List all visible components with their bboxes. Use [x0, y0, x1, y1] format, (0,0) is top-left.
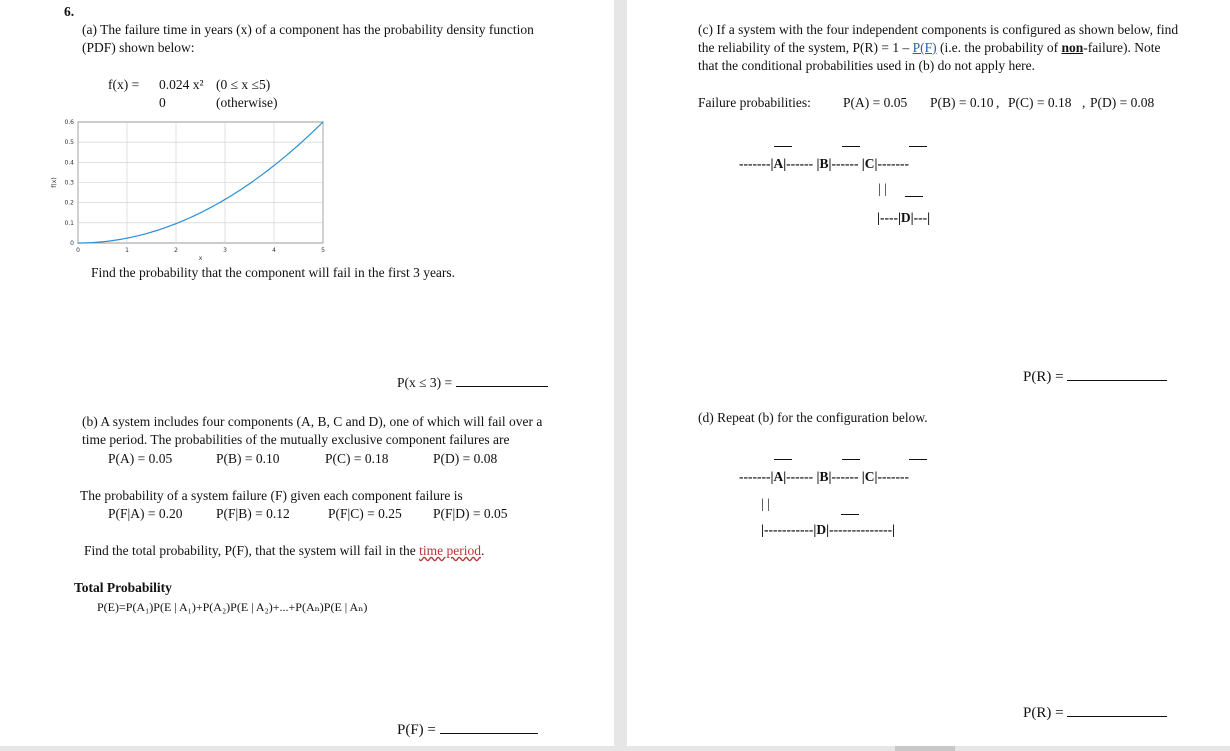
pf-link: P(F) [912, 40, 937, 55]
cond-prob-d: P(F|D) = 0.05 [433, 506, 508, 521]
data-point [77, 242, 78, 243]
x-tick-label: 2 [174, 247, 178, 254]
total-probability-formula: P(E)=P(A₁)P(E | A₁)+P(A₂)P(E | A₂)+...+P(Aₙ)P(E | Aₙ) [97, 600, 368, 614]
x-tick-label: 1 [125, 247, 129, 254]
part-a-text-line2: (PDF) shown below: [82, 40, 195, 55]
answer-b-blank[interactable] [440, 721, 538, 734]
answer-a-blank[interactable] [456, 374, 548, 387]
part-c-text-line3: that the conditional probabilities used in (b) do not apply here. [698, 58, 1036, 73]
non-emphasis: non [1061, 40, 1084, 55]
y-axis-label: f(x) [51, 177, 58, 188]
failure-prob-a: P(A) = 0.05 [843, 95, 908, 110]
x-axis-label: x [198, 255, 203, 262]
data-point [126, 238, 127, 239]
y-tick-label: 0 [70, 240, 74, 247]
bar-a-d [774, 459, 792, 460]
y-tick-label: 0.1 [64, 219, 74, 227]
x-tick-label: 4 [272, 247, 276, 254]
failure-prob-sep1: , [996, 95, 1000, 110]
failure-prob-b: P(B) = 0.10 [930, 95, 994, 110]
cond-prob-b: P(F|B) = 0.12 [216, 506, 290, 521]
prob-b: P(B) = 0.10 [216, 451, 280, 466]
bar-c-d [909, 459, 927, 460]
data-point [175, 223, 176, 224]
diagram-d-row2: | | [761, 496, 770, 511]
prob-a: P(A) = 0.05 [108, 451, 173, 466]
pdf-expression: 0.024 x² [159, 77, 204, 92]
part-c-line2-post: (i.e. the probability of [936, 40, 1062, 55]
x-tick-label: 5 [321, 247, 325, 254]
data-point [151, 232, 152, 233]
failure-prob-sep2: , [1082, 95, 1086, 110]
failure-prob-c: P(C) = 0.18 [1008, 95, 1072, 110]
bar-d-d [841, 514, 859, 515]
answer-d-blank[interactable] [1067, 704, 1167, 717]
answer-c-label [1023, 368, 1167, 386]
part-b-question [84, 542, 484, 560]
x-tick-label: 0 [76, 247, 80, 254]
answer-c-blank[interactable] [1067, 368, 1167, 381]
answer-a-text: P(x ≤ 3) = [397, 375, 453, 390]
bar-b-d [842, 459, 860, 460]
answer-a-label [397, 374, 548, 392]
bar-c [909, 146, 927, 147]
part-b-text-line1: (b) A system includes four components (A, B, C and D), one of which will fail over a [82, 414, 543, 429]
part-c-text-line1: (c) If a system with the four independent components is configured as shown below, find [698, 22, 1179, 37]
answer-d-text: P(R) = [1023, 705, 1064, 721]
y-tick-label: 0.3 [64, 179, 74, 187]
part-c-line2-pre: the reliability of the system, P(R) = 1 – [698, 40, 913, 55]
answer-c-text: P(R) = [1023, 369, 1064, 385]
y-tick-label: 0.4 [64, 159, 74, 167]
part-a-text-line1: (a) The failure time in years (x) of a component has the probability density function [82, 22, 534, 37]
pdf-chart [46, 112, 346, 262]
part-c-text-line2 [698, 39, 1160, 57]
diagram-c-row1: -------|A|------ |B|------ |C|------- [739, 156, 909, 171]
part-b-question-pre: Find the total probability, P(F), that the system will fail in the [84, 543, 420, 558]
total-probability-title: Total Probability [74, 580, 172, 595]
part-a-question: Find the probability that the component will fail in the first 3 years. [91, 265, 456, 280]
part-c-line2-end: -failure). Note [1083, 40, 1161, 55]
data-point [249, 183, 250, 184]
bar-d [905, 196, 923, 197]
data-point [273, 165, 274, 166]
cond-prob-a: P(F|A) = 0.20 [108, 506, 183, 521]
pdf-else-value: 0 [159, 95, 166, 110]
y-tick-label: 0.6 [64, 119, 74, 126]
y-tick-label: 0.5 [64, 139, 74, 147]
left-page [0, 0, 614, 746]
answer-b-text: P(F) = [397, 722, 436, 738]
prob-d: P(D) = 0.08 [433, 451, 498, 466]
question-number: 6. [64, 4, 75, 19]
pdf-label: f(x) = [108, 77, 140, 92]
part-b-text-line2: time period. The probabilities of the mutually exclusive component failures are [82, 432, 510, 447]
part-d-text: (d) Repeat (b) for the configuration below. [698, 410, 928, 425]
conditional-intro: The probability of a system failure (F) given each component failure is [80, 488, 463, 503]
data-point [298, 144, 299, 145]
bar-a [774, 146, 792, 147]
diagram-d-row3: |-----------|D|--------------| [761, 522, 896, 537]
diagram-c-row2: | | [878, 181, 887, 196]
horizontal-scrollbar[interactable] [895, 746, 955, 751]
data-point [102, 241, 103, 242]
x-tick-label: 3 [223, 247, 227, 254]
failure-prob-label: Failure probabilities: [698, 95, 811, 110]
data-point [224, 199, 225, 200]
failure-prob-d: P(D) = 0.08 [1090, 95, 1155, 110]
data-point [322, 121, 323, 122]
cond-prob-c: P(F|C) = 0.25 [328, 506, 402, 521]
answer-d-label [1023, 704, 1167, 722]
answer-b-label [397, 721, 538, 739]
pdf-condition: (0 ≤ x ≤5) [216, 77, 271, 92]
part-b-question-post: . [480, 543, 485, 558]
spellcheck-word: time period [419, 543, 481, 558]
right-page [627, 0, 1230, 746]
data-point [200, 212, 201, 213]
pdf-else-condition: (otherwise) [216, 95, 278, 110]
prob-c: P(C) = 0.18 [325, 451, 389, 466]
diagram-d-row1: -------|A|------ |B|------ |C|------- [739, 469, 909, 484]
bar-b [842, 146, 860, 147]
y-tick-label: 0.2 [64, 199, 74, 207]
diagram-c-row3: |----|D|---| [877, 210, 931, 225]
